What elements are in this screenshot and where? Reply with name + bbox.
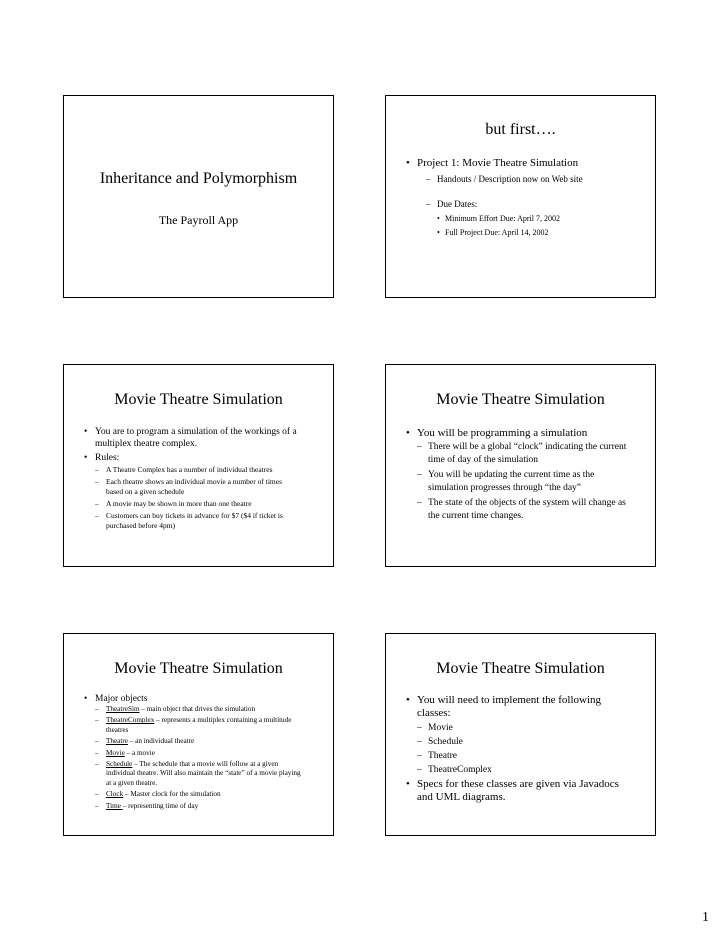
sub-sub-item bbox=[437, 212, 651, 226]
sub-item-term: TheatreComplex bbox=[106, 716, 155, 725]
slide-4 bbox=[385, 364, 656, 567]
bullet-text: Specs for these classes are given via Javadocs and UML diagrams. bbox=[417, 778, 619, 803]
page-number: 1 bbox=[702, 910, 709, 925]
slide-title: Movie Theatre Simulation bbox=[436, 660, 605, 677]
slide-5 bbox=[63, 633, 334, 836]
slide-body bbox=[84, 426, 324, 531]
sub-item bbox=[417, 497, 632, 522]
slide-title: Movie Theatre Simulation bbox=[114, 391, 283, 408]
sub-item-text: Due Dates: bbox=[437, 199, 478, 209]
sub-item bbox=[417, 469, 632, 494]
sub-item-text: You will be updating the current time as the simulation progresses through “the day” bbox=[428, 470, 595, 493]
sub-item bbox=[417, 735, 636, 749]
slide-body bbox=[406, 694, 636, 804]
bullet-text: Major objects bbox=[95, 694, 148, 704]
sub-item bbox=[95, 499, 295, 509]
sub-item bbox=[417, 441, 632, 466]
slide-subtitle: The Payroll App bbox=[158, 213, 239, 227]
bullet-item bbox=[84, 693, 324, 705]
sub-item-text: Handouts / Description now on Web site bbox=[437, 174, 583, 184]
slide-body bbox=[406, 426, 646, 522]
sub-item bbox=[95, 790, 305, 799]
bullet-item bbox=[406, 778, 636, 804]
sub-item-text: Theatre bbox=[428, 751, 458, 761]
sub-item-desc: – a movie bbox=[124, 748, 155, 757]
sub-item-term: Schedule bbox=[106, 760, 133, 769]
sub-item bbox=[426, 198, 651, 210]
sub-item-text: Each theatre shows an individual movie a number of times based on a given schedule bbox=[106, 477, 282, 496]
bullet-item bbox=[84, 452, 324, 464]
slide-3 bbox=[63, 364, 334, 567]
slide-title: Movie Theatre Simulation bbox=[436, 391, 605, 408]
sub-item-text: TheatreComplex bbox=[428, 765, 492, 775]
sub-item bbox=[417, 763, 636, 777]
sub-item bbox=[95, 716, 305, 735]
sub-item bbox=[95, 802, 305, 811]
slide-body bbox=[84, 693, 324, 811]
sub-item bbox=[95, 705, 305, 714]
sub-item-desc: – Master clock for the simulation bbox=[123, 790, 221, 799]
sub-item-desc: – represents a multiplex containing a multitude theatres bbox=[106, 716, 292, 734]
sub-item-term: TheatreSim bbox=[106, 705, 140, 713]
sub-item bbox=[417, 749, 636, 763]
slide-title: Inheritance and Polymorphism bbox=[99, 170, 298, 187]
sub-item-desc: – an individual theatre bbox=[127, 737, 195, 746]
sub-item-term: Time bbox=[106, 801, 123, 810]
bullet-text: You will need to implement the following classes: bbox=[417, 694, 602, 719]
slide-1 bbox=[63, 95, 334, 298]
sub-item bbox=[95, 737, 305, 746]
sub-sub-item-text: Full Project Due: April 14, 2002 bbox=[445, 228, 549, 237]
sub-item-term: Clock bbox=[106, 790, 124, 799]
sub-item bbox=[95, 465, 295, 475]
sub-item bbox=[95, 760, 305, 788]
sub-item-term: Movie bbox=[106, 748, 125, 757]
slide-title: Movie Theatre Simulation bbox=[114, 660, 283, 677]
sub-item-text: There will be a global “clock” indicating the current time of day of the simulation bbox=[428, 442, 627, 465]
bullet-item bbox=[84, 426, 324, 450]
slide-2 bbox=[385, 95, 656, 298]
sub-sub-item bbox=[437, 226, 651, 240]
sub-item-desc: – main object that drives the simulation bbox=[139, 705, 256, 713]
slide-title: but first…. bbox=[485, 121, 556, 138]
bullet-text: You are to program a simulation of the workings of a multiplex theatre complex. bbox=[95, 427, 297, 449]
sub-item-text: A movie may be shown in more than one theatre bbox=[106, 499, 252, 508]
bullet-item bbox=[406, 156, 651, 170]
sub-item bbox=[426, 173, 651, 185]
bullet-item bbox=[406, 694, 636, 720]
sub-item bbox=[95, 477, 295, 497]
sub-item-text: The state of the objects of the system will change as the current time changes. bbox=[428, 498, 626, 521]
sub-item-text: Movie bbox=[428, 723, 453, 733]
bullet-item bbox=[406, 426, 646, 440]
sub-item bbox=[95, 749, 305, 758]
sub-item-desc: – representing time of day bbox=[122, 801, 199, 810]
sub-item-text: A Theatre Complex has a number of individual theatres bbox=[106, 465, 273, 474]
bullet-text: You will be programming a simulation bbox=[417, 427, 588, 439]
sub-item-desc: – The schedule that a movie will follow at a given individual theatre. Will also maintain the “state” of a movie playing at a given theatre. bbox=[106, 760, 301, 787]
sub-item-text: Schedule bbox=[428, 737, 463, 747]
slide-body bbox=[406, 156, 651, 240]
sub-item-text: Customers can buy tickets in advance for $7 ($4 if ticket is purchased before 4pm) bbox=[106, 511, 283, 530]
sub-item-term: Theatre bbox=[106, 737, 128, 746]
slide-6 bbox=[385, 633, 656, 836]
bullet-text: Rules: bbox=[95, 453, 120, 463]
sub-item bbox=[95, 511, 295, 531]
sub-sub-item-text: Minimum Effort Due: April 7, 2002 bbox=[445, 214, 560, 223]
bullet-text: Project 1: Movie Theatre Simulation bbox=[417, 157, 579, 169]
sub-item bbox=[417, 721, 636, 735]
